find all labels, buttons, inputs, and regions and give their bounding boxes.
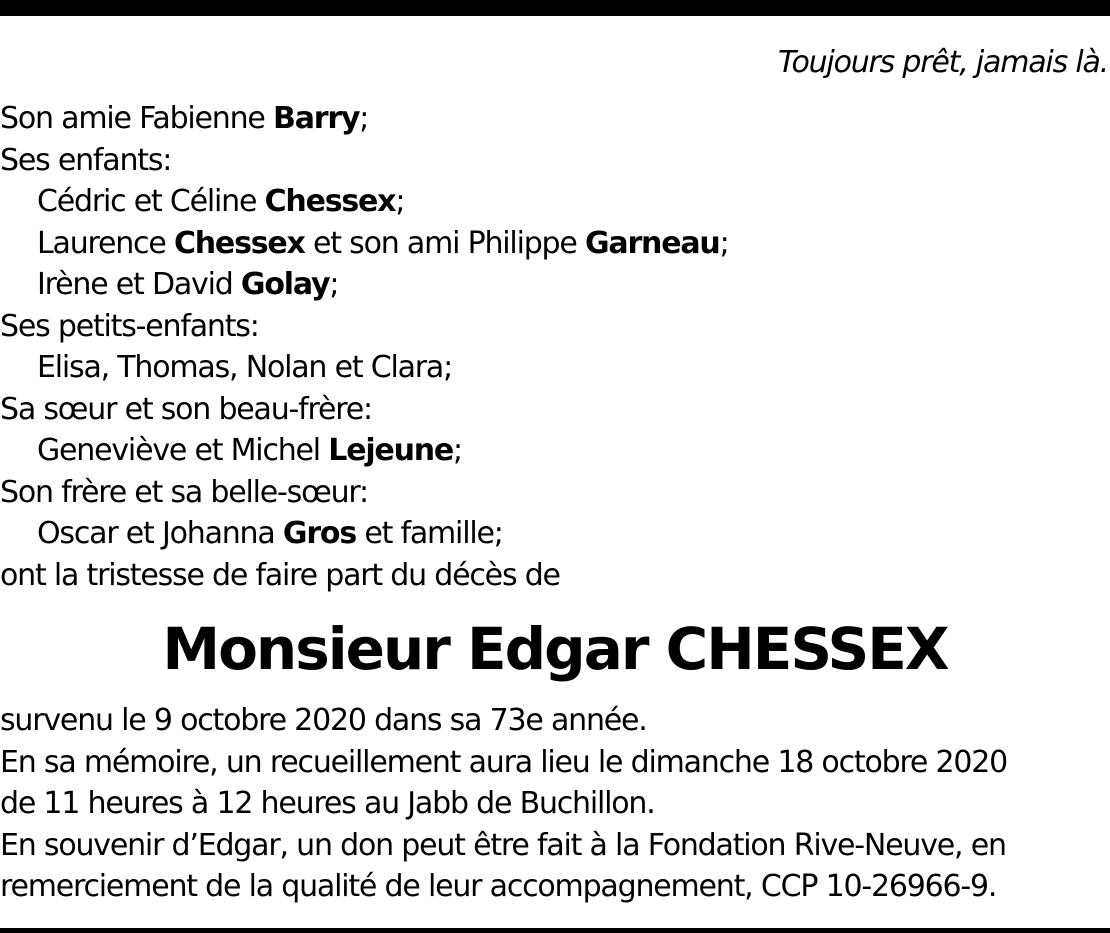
line-text: Oscar et Johanna xyxy=(37,516,283,551)
line-text: et son ami Philippe xyxy=(304,225,585,261)
family-line-child xyxy=(0,181,1110,223)
epigraph-quote: Toujours prêt, jamais là. xyxy=(778,45,1108,80)
surname: Gros xyxy=(282,516,356,551)
family-line-friend xyxy=(0,98,1110,140)
surname: Garneau xyxy=(584,225,720,261)
details-line-gathering: En sa mémoire, un recueillement aura lieu le dimanche 18 octobre 2020 xyxy=(0,744,1008,780)
line-text: Son amie Fabienne xyxy=(0,101,274,136)
punctuation: ; xyxy=(359,101,369,136)
bottom-border-rule xyxy=(0,928,1110,933)
punctuation: ; xyxy=(395,184,405,219)
surname: Golay xyxy=(240,267,330,302)
punctuation: ; xyxy=(329,267,339,302)
line-text: Geneviève et Michel xyxy=(37,433,329,468)
line-text: Irène et David xyxy=(37,267,241,302)
family-heading-brother: Son frère et sa belle-sœur: xyxy=(0,474,368,510)
line-text: Laurence xyxy=(37,225,174,261)
family-heading-children: Ses enfants: xyxy=(0,142,172,178)
family-line-brother xyxy=(0,513,1110,555)
line-text: Cédric et Céline xyxy=(37,184,265,219)
punctuation: ; xyxy=(453,433,462,468)
deceased-name-heading: Monsieur Edgar CHESSEX xyxy=(162,615,948,683)
surname: Barry xyxy=(273,101,360,136)
details-line-thanks: remerciement de la qualité de leur accompagnement, CCP 10-26966-9. xyxy=(0,869,997,904)
family-closing-line: ont la tristesse de faire part du décès de xyxy=(0,557,560,593)
details-line-time-place: de 11 heures à 12 heures au Jabb de Buchillon. xyxy=(0,786,655,821)
details-line-donation: En souvenir d’Edgar, un don peut être fait à la Fondation Rive-Neuve, en xyxy=(0,827,1006,863)
family-line-sister xyxy=(0,430,1110,472)
family-line-grandchildren: Elisa, Thomas, Nolan et Clara; xyxy=(37,350,453,385)
punctuation: ; xyxy=(719,225,729,261)
surname: Chessex xyxy=(264,184,396,219)
top-border-rule xyxy=(0,0,1110,16)
details-line-date: survenu le 9 octobre 2020 dans sa 73e année. xyxy=(0,703,647,738)
family-line-child xyxy=(0,223,1110,265)
family-announcement xyxy=(0,98,1110,596)
family-heading-sister: Sa sœur et son beau-frère: xyxy=(0,391,372,427)
service-details xyxy=(0,700,1110,908)
family-heading-grandchildren: Ses petits-enfants: xyxy=(0,308,259,344)
line-text: et famille; xyxy=(356,516,503,551)
surname: Lejeune xyxy=(328,433,454,468)
family-line-child xyxy=(0,264,1110,306)
surname: Chessex xyxy=(173,225,305,261)
